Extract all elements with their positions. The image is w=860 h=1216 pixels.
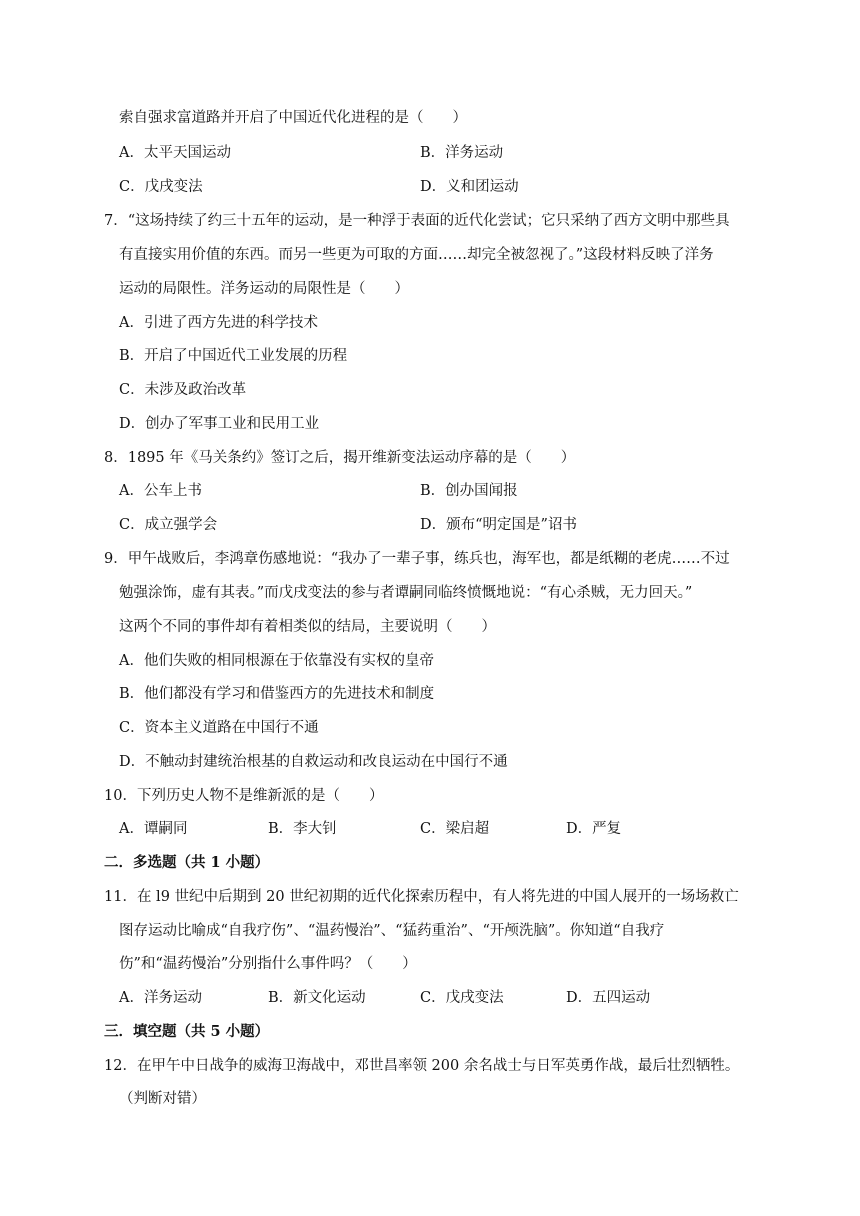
question-11-stem-line-1: 11．在 l9 世纪中后期到 20 世纪初期的近代化探索历程中，有人将先进的中国人展开的一场场救亡 <box>104 889 739 905</box>
question-11-option-a[interactable]: A．洋务运动 <box>119 990 202 1006</box>
question-7-stem-line-2: 有直接实用价值的东西。而另一些更为可取的方面……却完全被忽视了。”这段材料反映了洋务 <box>119 247 714 263</box>
question-6-option-d[interactable]: D．义和团运动 <box>420 179 519 195</box>
question-9-option-c[interactable]: C．资本主义道路在中国行不通 <box>119 720 319 736</box>
question-9-stem-line-2: 勉强涂饰，虚有其表。”而戊戌变法的参与者谭嗣同临终愤慨地说：“有心杀贼，无力回天。” <box>119 585 693 601</box>
question-11-option-d[interactable]: D．五四运动 <box>566 990 651 1006</box>
question-7-stem-line-3: 运动的局限性。洋务运动的局限性是（ ） <box>119 281 409 297</box>
question-8-option-c[interactable]: C．成立强学会 <box>119 517 218 533</box>
question-9-option-d[interactable]: D．不触动封建统治根基的自救运动和改良运动在中国行不通 <box>119 754 508 770</box>
question-10-option-b[interactable]: B．李大钊 <box>268 821 337 837</box>
question-7-stem-line-1: 7．“这场持续了约三十五年的运动，是一种浮于表面的近代化尝试；它只采纳了西方文明中那些具 <box>104 213 730 229</box>
question-12-stem-line-2: （判断对错） <box>119 1091 206 1107</box>
question-6-option-c[interactable]: C．戊戌变法 <box>119 179 203 195</box>
question-6-option-a[interactable]: A．太平天国运动 <box>119 145 231 161</box>
question-11-stem-line-2: 图存运动比喻成“自我疗伤”、“温药慢治”、“猛药重治”、“开颅洗脑”。你知道“自我疗 <box>119 923 665 939</box>
section-heading-multiple-choice: 二．多选题（共 1 小题） <box>104 854 270 871</box>
question-11-stem-line-3: 伤”和“温药慢治”分别指什么事件吗？（ ） <box>119 956 417 972</box>
question-10-option-c[interactable]: C．梁启超 <box>420 821 490 837</box>
question-10-option-d[interactable]: D．严复 <box>566 821 622 837</box>
question-10-option-a[interactable]: A．谭嗣同 <box>119 821 188 837</box>
question-7-option-d[interactable]: D．创办了军事工业和民用工业 <box>119 416 320 432</box>
section-heading-fill-in: 三．填空题（共 5 小题） <box>104 1023 270 1040</box>
question-9-stem-line-3: 这两个不同的事件却有着相类似的结局，主要说明（ ） <box>119 619 496 635</box>
question-7-option-c[interactable]: C．未涉及政治改革 <box>119 382 247 398</box>
question-8-stem: 8．1895 年《马关条约》签订之后，揭开维新变法运动序幕的是（ ） <box>104 450 576 466</box>
question-6-stem-continuation: 索自强求富道路并开启了中国近代化进程的是（ ） <box>119 110 467 126</box>
question-9-option-a[interactable]: A．他们失败的相同根源在于依靠没有实权的皇帝 <box>119 653 434 669</box>
question-7-option-b[interactable]: B．开启了中国近代工业发展的历程 <box>119 348 348 364</box>
question-8-option-a[interactable]: A．公车上书 <box>119 483 202 499</box>
question-11-option-c[interactable]: C．戊戌变法 <box>420 990 504 1006</box>
question-7-option-a[interactable]: A．引进了西方先进的科学技术 <box>119 315 318 331</box>
question-9-option-b[interactable]: B．他们都没有学习和借鉴西方的先进技术和制度 <box>119 686 435 702</box>
question-6-option-b[interactable]: B．洋务运动 <box>420 145 504 161</box>
question-10-stem: 10．下列历史人物不是维新派的是（ ） <box>104 788 384 804</box>
question-8-option-d[interactable]: D．颁布“明定国是”诏书 <box>420 517 577 533</box>
question-11-option-b[interactable]: B．新文化运动 <box>268 990 366 1006</box>
question-12-stem-line-1: 12．在甲午中日战争的威海卫海战中，邓世昌率领 200 余名战士与日军英勇作战，最后壮烈牺牲。 <box>104 1058 740 1074</box>
question-8-option-b[interactable]: B．创办国闻报 <box>420 483 518 499</box>
question-9-stem-line-1: 9．甲午战败后，李鸿章伤感地说：“我办了一辈子事，练兵也，海军也，都是纸糊的老虎……不过 <box>104 551 730 567</box>
